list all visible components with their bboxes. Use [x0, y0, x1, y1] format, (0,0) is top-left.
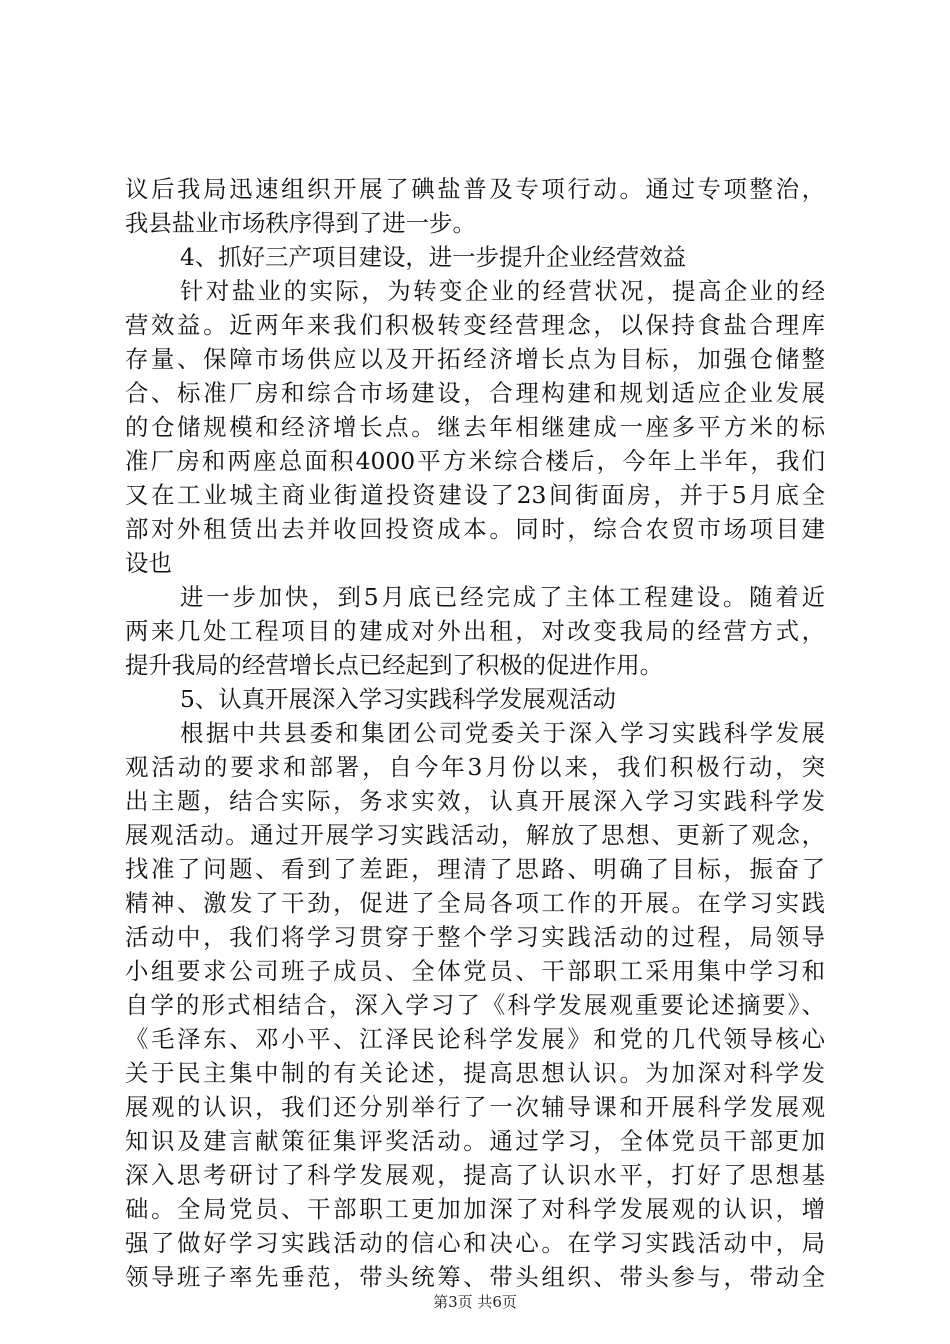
body-text-line: 出主题，结合实际，务求实效，认真开展深入学习实践科学发	[125, 787, 825, 815]
body-text-line: 提升我局的经营增长点已经起到了积极的促进作用。	[125, 651, 663, 679]
body-text-line: 存量、保障市场供应以及开拓经济增长点为目标，加强仓储整	[125, 345, 825, 373]
body-text-line: 深入思考研讨了科学发展观，提高了认识水平，打好了思想基	[125, 1161, 825, 1189]
body-text-line: 议后我局迅速组织开展了碘盐普及专项行动。通过专项整治，	[125, 175, 825, 203]
body-text-line: 设也	[125, 549, 172, 577]
body-text-line: 展观的认识，我们还分别举行了一次辅导课和开展科学发展观	[125, 1093, 825, 1121]
body-text-line: 准厂房和两座总面积4000平方米综合楼后，今年上半年，我们	[125, 447, 825, 475]
page-number-footer: 第3页 共6页	[433, 1293, 517, 1311]
body-text-line: 营效益。近两年来我们积极转变经营理念，以保持食盐合理库	[125, 311, 825, 339]
body-text-line: 又在工业城主商业街道投资建设了23间街面房，并于5月底全	[125, 481, 825, 509]
body-text-line: 础。全局党员、干部职工更加加深了对科学发展观的认识，增	[125, 1195, 825, 1223]
paragraph-first-line: 根据中共县委和集团公司党委关于深入学习实践科学发展	[180, 719, 825, 747]
body-text-line: 两来几处工程项目的建成对外出租，对改变我局的经营方式，	[125, 617, 825, 645]
body-text-line: 强了做好学习实践活动的信心和决心。在学习实践活动中，局	[125, 1229, 825, 1257]
body-text-line: 部对外租赁出去并收回投资成本。同时，综合农贸市场项目建	[125, 515, 825, 543]
body-text-line: 自学的形式相结合，深入学习了《科学发展观重要论述摘要》、	[125, 991, 825, 1019]
body-text-line: 《毛泽东、邓小平、江泽民论科学发展》和党的几代领导核心	[125, 1025, 825, 1053]
body-text-line: 合、标准厂房和综合市场建设，合理构建和规划适应企业发展	[125, 379, 825, 407]
body-text-line: 活动中，我们将学习贯穿于整个学习实践活动的过程，局领导	[125, 923, 825, 951]
body-text-line: 的仓储规模和经济增长点。继去年相继建成一座多平方米的标	[125, 413, 825, 441]
body-text-line: 我县盐业市场秩序得到了进一步。	[125, 209, 476, 237]
body-text-line: 精神、激发了干劲，促进了全局各项工作的开展。在学习实践	[125, 889, 825, 917]
body-text-line: 找准了问题、看到了差距，理清了思路、明确了目标，振奋了	[125, 855, 825, 883]
section-heading: 5、认真开展深入学习实践科学发展观活动	[180, 685, 616, 713]
body-text-line: 知识及建言献策征集评奖活动。通过学习，全体党员干部更加	[125, 1127, 825, 1155]
body-text-line: 展观活动。通过开展学习实践活动，解放了思想、更新了观念，	[125, 821, 825, 849]
body-text-line: 领导班子率先垂范，带头统筹、带头组织、带头参与，带动全	[125, 1263, 825, 1291]
paragraph-first-line: 针对盐业的实际，为转变企业的经营状况，提高企业的经	[180, 277, 825, 305]
body-text-line: 关于民主集中制的有关论述，提高思想认识。为加深对科学发	[125, 1059, 825, 1087]
body-text-line: 小组要求公司班子成员、全体党员、干部职工采用集中学习和	[125, 957, 825, 985]
paragraph-first-line: 进一步加快，到5月底已经完成了主体工程建设。随着近	[180, 583, 825, 611]
section-heading: 4、抓好三产项目建设，进一步提升企业经营效益	[180, 243, 687, 271]
body-text-line: 观活动的要求和部署，自今年3月份以来，我们积极行动，突	[125, 753, 825, 781]
